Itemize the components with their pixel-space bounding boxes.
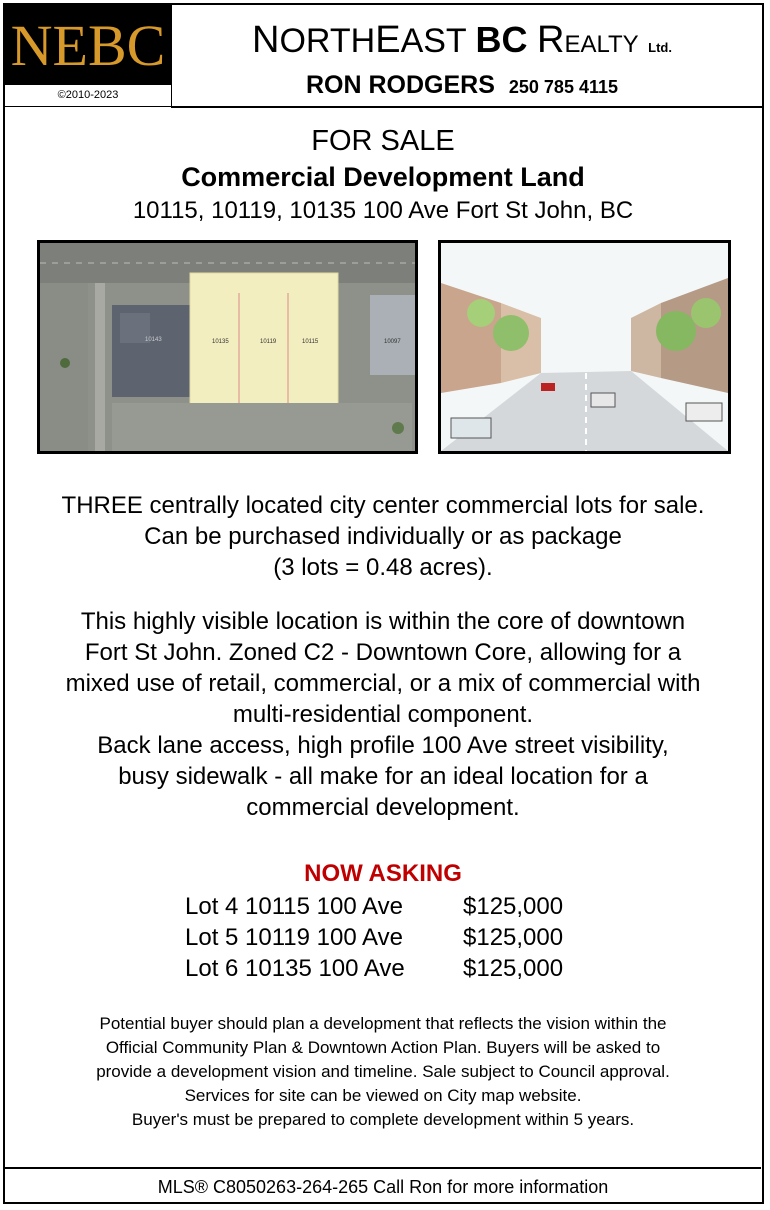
footer-rule [5,1167,761,1169]
lot-label: Lot 5 10119 100 Ave [185,924,403,951]
description-details: This highly visible location is within the core of downtown Fort St John. Zoned C2 - Downtown Core, allowing for a mixed use of retail, commercial, or a mix of commercial with multi-residential component. Back lane access, high profile 100 Ave street visibility, busy sidewalk - all make for an ideal location for a commercial development. [65,608,701,821]
streetscape-sketch [438,240,731,454]
listing-address: 10115, 10119, 10135 100 Ave Fort St John, BC [132,197,634,224]
lot-price-list [185,891,605,984]
company-name: NORTHEAST BC REALTY Ltd. [252,19,672,61]
header-rule-left [5,106,171,107]
listing-headline: Commercial Development Land [181,162,585,192]
aerial-lot-label: 10119 [260,339,277,345]
call-to-action: Call Ron for more information [373,1177,609,1197]
lot-price: $125,000 [463,924,564,951]
asking-heading: NOW ASKING [304,860,462,887]
lot-price: $125,000 [463,893,564,920]
aerial-lot-label: 10115 [302,339,319,345]
header-rule [171,106,764,108]
sale-terms: Potential buyer should plan a development that reflects the vision within the Official Community Plan & Downtown Action Plan. Buyers will be asked to provide a development vision and timeline. Sale subject to Council approval. Services for site can be viewed on City map website. Buyer's must be prepared to complete development within 5 years. [96,1014,670,1129]
nebc-logo [5,5,171,85]
lot-row [185,922,605,953]
lot-row [185,891,605,922]
logo-text: NEBC [10,13,166,78]
aerial-photo [37,240,418,454]
aerial-lot-label: 10135 [212,339,229,345]
lot-label: Lot 6 10135 100 Ave [185,955,405,982]
agent-name: RON RODGERS [305,71,495,99]
agent-phone: 250 785 4115 [508,77,619,97]
aerial-other-label: 10143 [145,337,162,343]
lot-price: $125,000 [463,955,564,982]
listing-status: FOR SALE [311,125,455,157]
footer [5,1175,761,1199]
agent-contact [172,70,752,102]
description-intro: THREE centrally located city center commercial lots for sale. Can be purchased individually or as package (3 lots = 0.48 acres). [61,492,705,581]
lot-row [185,953,605,984]
lot-label: Lot 4 10115 100 Ave [185,893,403,920]
mls-number: MLS® C8050263-264-265 [157,1177,369,1197]
aerial-neighbor-label: 10097 [384,339,401,345]
copyright: ©2010-2023 [57,89,119,101]
